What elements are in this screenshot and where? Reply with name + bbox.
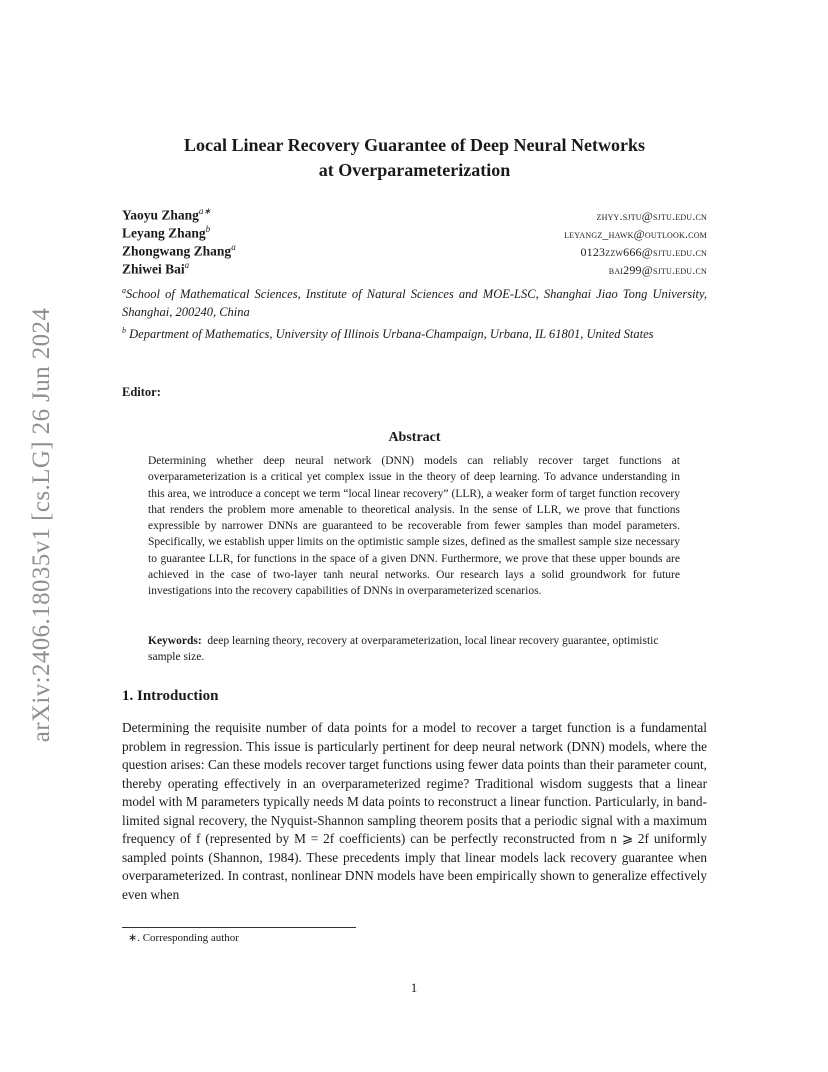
abstract-heading: Abstract xyxy=(388,430,441,445)
author-name: Leyang Zhang$^b$ xyxy=(122,224,211,241)
section-heading: 1. Introduction xyxy=(122,688,219,704)
author-row xyxy=(122,260,707,278)
author-email[interactable]: leyangz_hawk@outlook.com xyxy=(564,226,707,241)
author-list xyxy=(122,206,707,278)
keywords xyxy=(148,633,680,666)
affiliation: $^a$School of Mathematical Sciences, Institute of Natural Sciences and MOE-LSC, Shanghai Jiao Tong University, Shanghai, 200240, China xyxy=(122,286,707,320)
author-name: Yaoyu Zhang$^{a∗}$ xyxy=(122,206,211,223)
affiliation-mark: b xyxy=(122,326,126,336)
paper-title xyxy=(122,133,707,183)
arxiv-identifier-stamp[interactable]: arXiv:2406.18035v1 [cs.LG] 26 Jun 2024 xyxy=(28,307,55,743)
author-name: Zhongwang Zhang$^a$ xyxy=(122,242,236,259)
abstract-text: Determining whether deep neural network (DNN) models can reliably recover target functions at overparameterization is a critical yet complex issue in the theory of deep learning. To advance understanding in this area, we introduce a concept we term “local linear recovery” (LLR), a weaker form of target function recovery that renders the problem more amenable to theoretical analysis. In the sense of LLR, we prove that functions expressible by narrower DNNs are guaranteed to be recoverable from fewer samples than model parameters. Specifically, we establish upper limits on the optimistic sample sizes, defined as the smallest sample size necessary to guarantee LLR, for functions in the space of a given DNN. Furthermore, we prove that these upper bounds are achieved in the case of two-layer tanh neural networks. Our research lays a solid groundwork for future investigations into the recovery capabilities of DNNs in overparameterized scenarios. xyxy=(148,455,680,598)
title-line-2: at Overparameterization xyxy=(318,160,511,180)
introduction-text: Determining the requisite number of data points for a model to recover a target function is a fundamental problem in regression. This issue is particularly pertinent for deep neural network (DNN) models, where the question arises: Can these models recover target functions using fewer data points than their parameter count, thereby operating effectively in an overparameterized regime? Traditional wisdom suggests that a linear model with M parameters typically needs M data points to reconstruct a linear function. Particularly, in band-limited signal recovery, the Nyquist-Shannon sampling theorem posits that a periodic signal with a maximum frequency of f (represented by M = 2f coefficients) can be perfectly reconstructed from n ⩾ 2f uniformly sampled points (Shannon, 1984). These precedents imply that linear models lack recovery guarantee when overparameterized. In contrast, nonlinear DNN models have been empirically shown to generalize effectively even when xyxy=(122,720,707,902)
author-row xyxy=(122,242,707,260)
footnote: ∗. Corresponding author xyxy=(128,932,239,944)
keywords-text: deep learning theory, recovery at overparameterization, local linear recovery guarantee, optimistic sample size. xyxy=(148,635,659,664)
page-number: 1 xyxy=(410,980,418,995)
affiliation-list xyxy=(122,282,707,343)
author-affiliation-mark: a xyxy=(231,242,236,252)
keywords-label: Keywords: xyxy=(148,635,202,647)
author-email[interactable]: zhyy.sjtu@sjtu.edu.cn xyxy=(596,208,707,223)
author-affiliation-mark: a∗ xyxy=(198,206,211,216)
author-row xyxy=(122,224,707,242)
author-email[interactable]: 0123zzw666@sjtu.edu.cn xyxy=(580,244,707,259)
affiliation-mark: a xyxy=(122,286,126,295)
affiliation: $^b$ Department of Mathematics, University of Illinois Urbana-Champaign, Urbana, IL 61801, United States xyxy=(122,326,654,342)
author-affiliation-mark: a xyxy=(184,260,190,270)
title-line-1: Local Linear Recovery Guarantee of Deep Neural Networks xyxy=(183,135,646,155)
author-row xyxy=(122,206,707,224)
footnote-rule xyxy=(122,927,356,928)
author-name: Zhiwei Bai$^a$ xyxy=(122,260,190,277)
author-affiliation-mark: b xyxy=(205,224,211,234)
author-email[interactable]: bai299@sjtu.edu.cn xyxy=(608,262,707,277)
editor-label: Editor: xyxy=(122,385,161,399)
